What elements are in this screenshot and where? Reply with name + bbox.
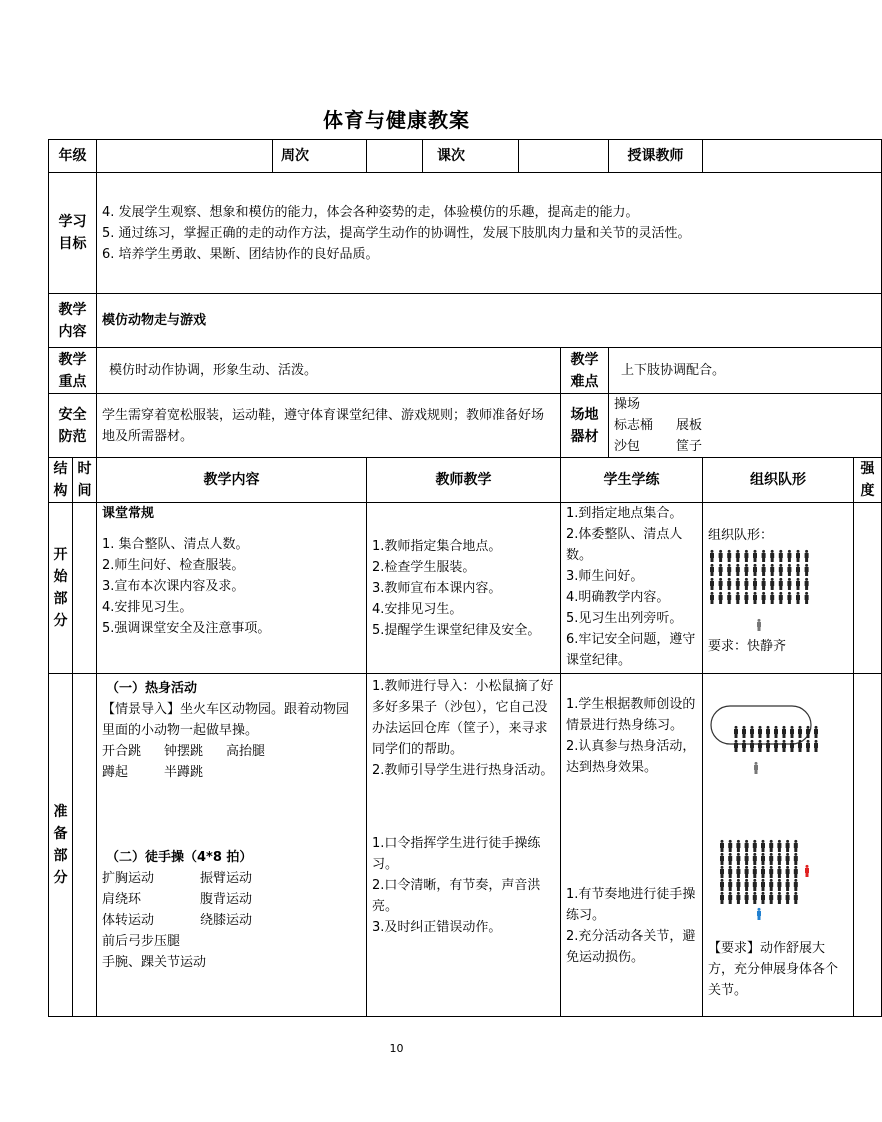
start-section-label: 开 始 部 分	[49, 503, 73, 674]
student-figure-icon	[777, 853, 781, 865]
student-figure-icon	[805, 564, 809, 576]
prep-formation-requirement: 【要求】动作舒展大方，充分伸展身体各个关节。	[708, 941, 839, 998]
col-intensity: 强 度	[854, 458, 882, 503]
student-figure-icon	[719, 564, 723, 576]
start-content: 课堂常规 1. 集合整队、清点人数。 2.师生问好、检查服装。 3.宣布本次课内容及求。 4.安排见习生。 5.强调课堂安全及注意事项。	[97, 503, 367, 674]
student-figure-icon	[796, 550, 800, 562]
start-time	[73, 503, 97, 674]
prep-student: 1.学生根据教师创设的情景进行热身练习。 2.认真参与热身活动，达到热身效果。 1.有节奏地进行徒手操练习。 2.充分活动各关节，避免运动损伤。	[561, 674, 703, 1017]
student-figure-icon	[710, 550, 714, 562]
student-figure-icon	[753, 840, 757, 852]
student-figure-icon	[736, 892, 740, 904]
drill-title: （二）徒手操（4*8 拍）	[106, 850, 253, 865]
student-figure-icon	[753, 592, 757, 604]
student-figure-icon	[779, 578, 783, 590]
grade-label: 年级	[49, 140, 97, 173]
student-figure-icon	[761, 879, 765, 891]
student-figure-icon	[736, 578, 740, 590]
student-figure-icon	[777, 840, 781, 852]
student-figure-icon	[814, 740, 818, 752]
student-figure-icon	[769, 866, 773, 878]
teacher-figure-icon	[754, 762, 758, 774]
student-figure-icon	[786, 892, 790, 904]
student-figure-icon	[720, 853, 724, 865]
student-figure-icon	[796, 592, 800, 604]
student-figure-icon	[766, 740, 770, 752]
student-figure-icon	[769, 892, 773, 904]
student-figure-icon	[728, 879, 732, 891]
student-figure-icon	[770, 578, 774, 590]
student-figure-icon	[734, 726, 738, 738]
student-figure-icon	[805, 578, 809, 590]
teacher-figure-icon	[757, 619, 761, 631]
student-figure-icon	[720, 840, 724, 852]
student-figure-icon	[753, 879, 757, 891]
start-intensity	[854, 503, 882, 674]
student-figure-icon	[794, 853, 798, 865]
student-figure-icon	[762, 550, 766, 562]
student-figure-icon	[720, 879, 724, 891]
running-track-icon	[711, 706, 811, 744]
student-figure-icon	[770, 550, 774, 562]
start-student: 1.到指定地点集合。 2.体委整队、清点人数。 3.师生问好。 4.明确教学内容。 5.见习生出列旁听。 6.牢记安全问题，遵守课堂纪律。	[561, 503, 703, 674]
student-figure-icon	[805, 550, 809, 562]
student-figure-icon	[814, 726, 818, 738]
student-figure-icon	[720, 866, 724, 878]
student-figure-icon	[787, 592, 791, 604]
routine-title: 课堂常规	[102, 506, 155, 521]
student-figure-icon	[745, 840, 749, 852]
student-figure-icon	[736, 550, 740, 562]
student-figure-icon	[782, 726, 786, 738]
col-structure: 结 构	[49, 458, 73, 503]
student-figure-icon	[766, 726, 770, 738]
student-figure-icon	[779, 550, 783, 562]
student-figure-icon	[734, 740, 738, 752]
student-figure-icon	[710, 564, 714, 576]
student-figure-icon	[787, 564, 791, 576]
student-figure-icon	[777, 879, 781, 891]
student-figure-icon	[762, 592, 766, 604]
student-figure-icon	[761, 892, 765, 904]
week-value[interactable]	[367, 140, 423, 173]
page-number: 10	[389, 1042, 404, 1055]
lesson-label: 课次	[423, 140, 519, 173]
student-figure-icon	[798, 726, 802, 738]
goal-item: 6. 培养学生勇敢、果断、团结协作的良好品质。	[102, 246, 379, 262]
student-figure-icon	[736, 853, 740, 865]
venue-value: 操场 标志桶 展板 沙包 筐子	[609, 394, 882, 458]
student-figure-icon	[805, 592, 809, 604]
student-figure-icon	[753, 550, 757, 562]
student-figure-icon	[770, 564, 774, 576]
goal-item: 5. 通过练习，掌握正确的走的动作方法，提高学生动作的协调性，发展下肢肌肉力量和关节的灵活性。	[102, 225, 691, 241]
student-figure-icon	[786, 840, 790, 852]
prep-teacher: 1.教师进行导入：小松鼠摘了好多好多果子（沙包），它自己没办法运回仓库（筐子），来寻求同学们的帮助。 2.教师引导学生进行热身活动。 1.口令指挥学生进行徒手操练习。 2.口令清晰，有节奏，声音洪亮。 3.及时纠正错误动作。	[367, 674, 561, 1017]
grade-value[interactable]	[97, 140, 273, 173]
student-figure-icon	[769, 879, 773, 891]
student-figure-icon	[720, 892, 724, 904]
student-figure-icon	[796, 578, 800, 590]
student-figure-icon	[774, 726, 778, 738]
student-figure-icon	[753, 866, 757, 878]
student-figure-icon	[736, 866, 740, 878]
content-value: 模仿动物走与游戏	[97, 294, 882, 348]
lesson-value[interactable]	[519, 140, 609, 173]
lesson-plan-table	[48, 139, 882, 1017]
student-figure-icon	[770, 592, 774, 604]
student-figure-icon	[779, 564, 783, 576]
student-figure-icon	[727, 564, 731, 576]
student-figure-icon	[750, 740, 754, 752]
student-figure-icon	[744, 592, 748, 604]
col-student: 学生学练	[561, 458, 703, 503]
student-figure-icon	[750, 726, 754, 738]
student-figure-icon	[806, 740, 810, 752]
student-figure-icon	[745, 879, 749, 891]
student-figure-icon	[728, 892, 732, 904]
student-figure-icon	[761, 853, 765, 865]
student-figure-icon	[744, 564, 748, 576]
student-figure-icon	[777, 866, 781, 878]
student-figure-icon	[745, 866, 749, 878]
student-figure-icon	[794, 840, 798, 852]
student-figure-icon	[736, 564, 740, 576]
student-figure-icon	[782, 740, 786, 752]
student-figure-icon	[774, 740, 778, 752]
key-points-label: 教学 重点	[49, 348, 97, 394]
student-figure-icon	[744, 550, 748, 562]
student-figure-icon	[769, 840, 773, 852]
student-figure-icon	[710, 578, 714, 590]
teacher-red-figure-icon	[805, 865, 809, 877]
student-figure-icon	[787, 578, 791, 590]
col-content: 教学内容	[97, 458, 367, 503]
student-figure-icon	[762, 578, 766, 590]
student-figure-icon	[794, 879, 798, 891]
student-figure-icon	[787, 550, 791, 562]
teacher-value[interactable]	[703, 140, 882, 173]
student-figure-icon	[727, 550, 731, 562]
goals-label: 学习 目标	[49, 173, 97, 294]
student-figure-icon	[806, 726, 810, 738]
student-figure-icon	[719, 578, 723, 590]
student-figure-icon	[779, 592, 783, 604]
start-teacher: 1.教师指定集合地点。 2.检查学生服装。 3.教师宣布本课内容。 4.安排见习生。 5.提醒学生课堂纪律及安全。	[367, 503, 561, 674]
col-time: 时 间	[73, 458, 97, 503]
student-figure-icon	[758, 726, 762, 738]
student-figure-icon	[794, 866, 798, 878]
warmup-track-figure	[708, 700, 846, 790]
student-figure-icon	[753, 578, 757, 590]
student-figure-icon	[790, 726, 794, 738]
student-figure-icon	[736, 879, 740, 891]
student-figure-icon	[753, 853, 757, 865]
student-figure-icon	[761, 840, 765, 852]
student-figure-icon	[786, 853, 790, 865]
student-figure-icon	[719, 550, 723, 562]
student-figure-icon	[790, 740, 794, 752]
student-figure-icon	[745, 892, 749, 904]
prep-time	[73, 674, 97, 1017]
prep-formation	[703, 674, 854, 1017]
student-figure-icon	[728, 866, 732, 878]
prep-intensity	[854, 674, 882, 1017]
week-label: 周次	[273, 140, 367, 173]
page-title: 体育与健康教案	[323, 108, 470, 132]
content-label: 教学 内容	[49, 294, 97, 348]
student-figure-icon	[762, 564, 766, 576]
student-figure-icon	[777, 892, 781, 904]
safety-label: 安全 防范	[49, 394, 97, 458]
student-figure-icon	[761, 866, 765, 878]
safety-value: 学生需穿着宽松服装，运动鞋，遵守体育课堂纪律、游戏规则；教师准备好场地及所需器材。	[97, 394, 561, 458]
key-points-value: 模仿时动作协调，形象生动、活泼。	[97, 348, 561, 394]
goal-item: 4. 发展学生观察、想象和模仿的能力，体会各种姿势的走，体验模仿的乐趣，提高走的能力。	[102, 204, 639, 220]
student-figure-icon	[727, 578, 731, 590]
venue-label: 场地 器材	[561, 394, 609, 458]
col-formation: 组织队形	[703, 458, 854, 503]
student-figure-icon	[798, 740, 802, 752]
leader-blue-figure-icon	[757, 908, 761, 920]
student-figure-icon	[719, 592, 723, 604]
student-figure-icon	[769, 853, 773, 865]
formation-grid-figure	[708, 546, 812, 636]
student-figure-icon	[753, 564, 757, 576]
student-figure-icon	[786, 866, 790, 878]
difficulty-label: 教学 难点	[561, 348, 609, 394]
student-figure-icon	[742, 726, 746, 738]
student-figure-icon	[736, 592, 740, 604]
drill-formation-figure	[708, 838, 846, 938]
student-figure-icon	[742, 740, 746, 752]
student-figure-icon	[794, 892, 798, 904]
teacher-label: 授课教师	[609, 140, 703, 173]
col-teacher: 教师教学	[367, 458, 561, 503]
student-figure-icon	[710, 592, 714, 604]
student-figure-icon	[796, 564, 800, 576]
warmup-title: （一）热身活动	[106, 681, 198, 696]
start-formation: 组织队形： 要求：快静齐	[703, 503, 854, 674]
prep-content: （一）热身活动 【情景导入】坐火车区动物园。跟着动物园里面的小动物一起做早操。 开合跳 钟摆跳 高抬腿 蹲起 半蹲跳 （二）徒手操（4*8 拍） 扩胸运动 振臂运动 肩绕环 腹背运动 体转运动 绕膝运动 前后弓步压腿 手腕、踝关节运动	[97, 674, 367, 1017]
student-figure-icon	[758, 740, 762, 752]
student-figure-icon	[728, 840, 732, 852]
prep-section-label: 准 备 部 分	[49, 674, 73, 1017]
student-figure-icon	[753, 892, 757, 904]
student-figure-icon	[786, 879, 790, 891]
goals-text	[97, 173, 882, 294]
student-figure-icon	[744, 578, 748, 590]
student-figure-icon	[736, 840, 740, 852]
student-figure-icon	[745, 853, 749, 865]
student-figure-icon	[727, 592, 731, 604]
student-figure-icon	[728, 853, 732, 865]
difficulty-value: 上下肢协调配合。	[609, 348, 882, 394]
